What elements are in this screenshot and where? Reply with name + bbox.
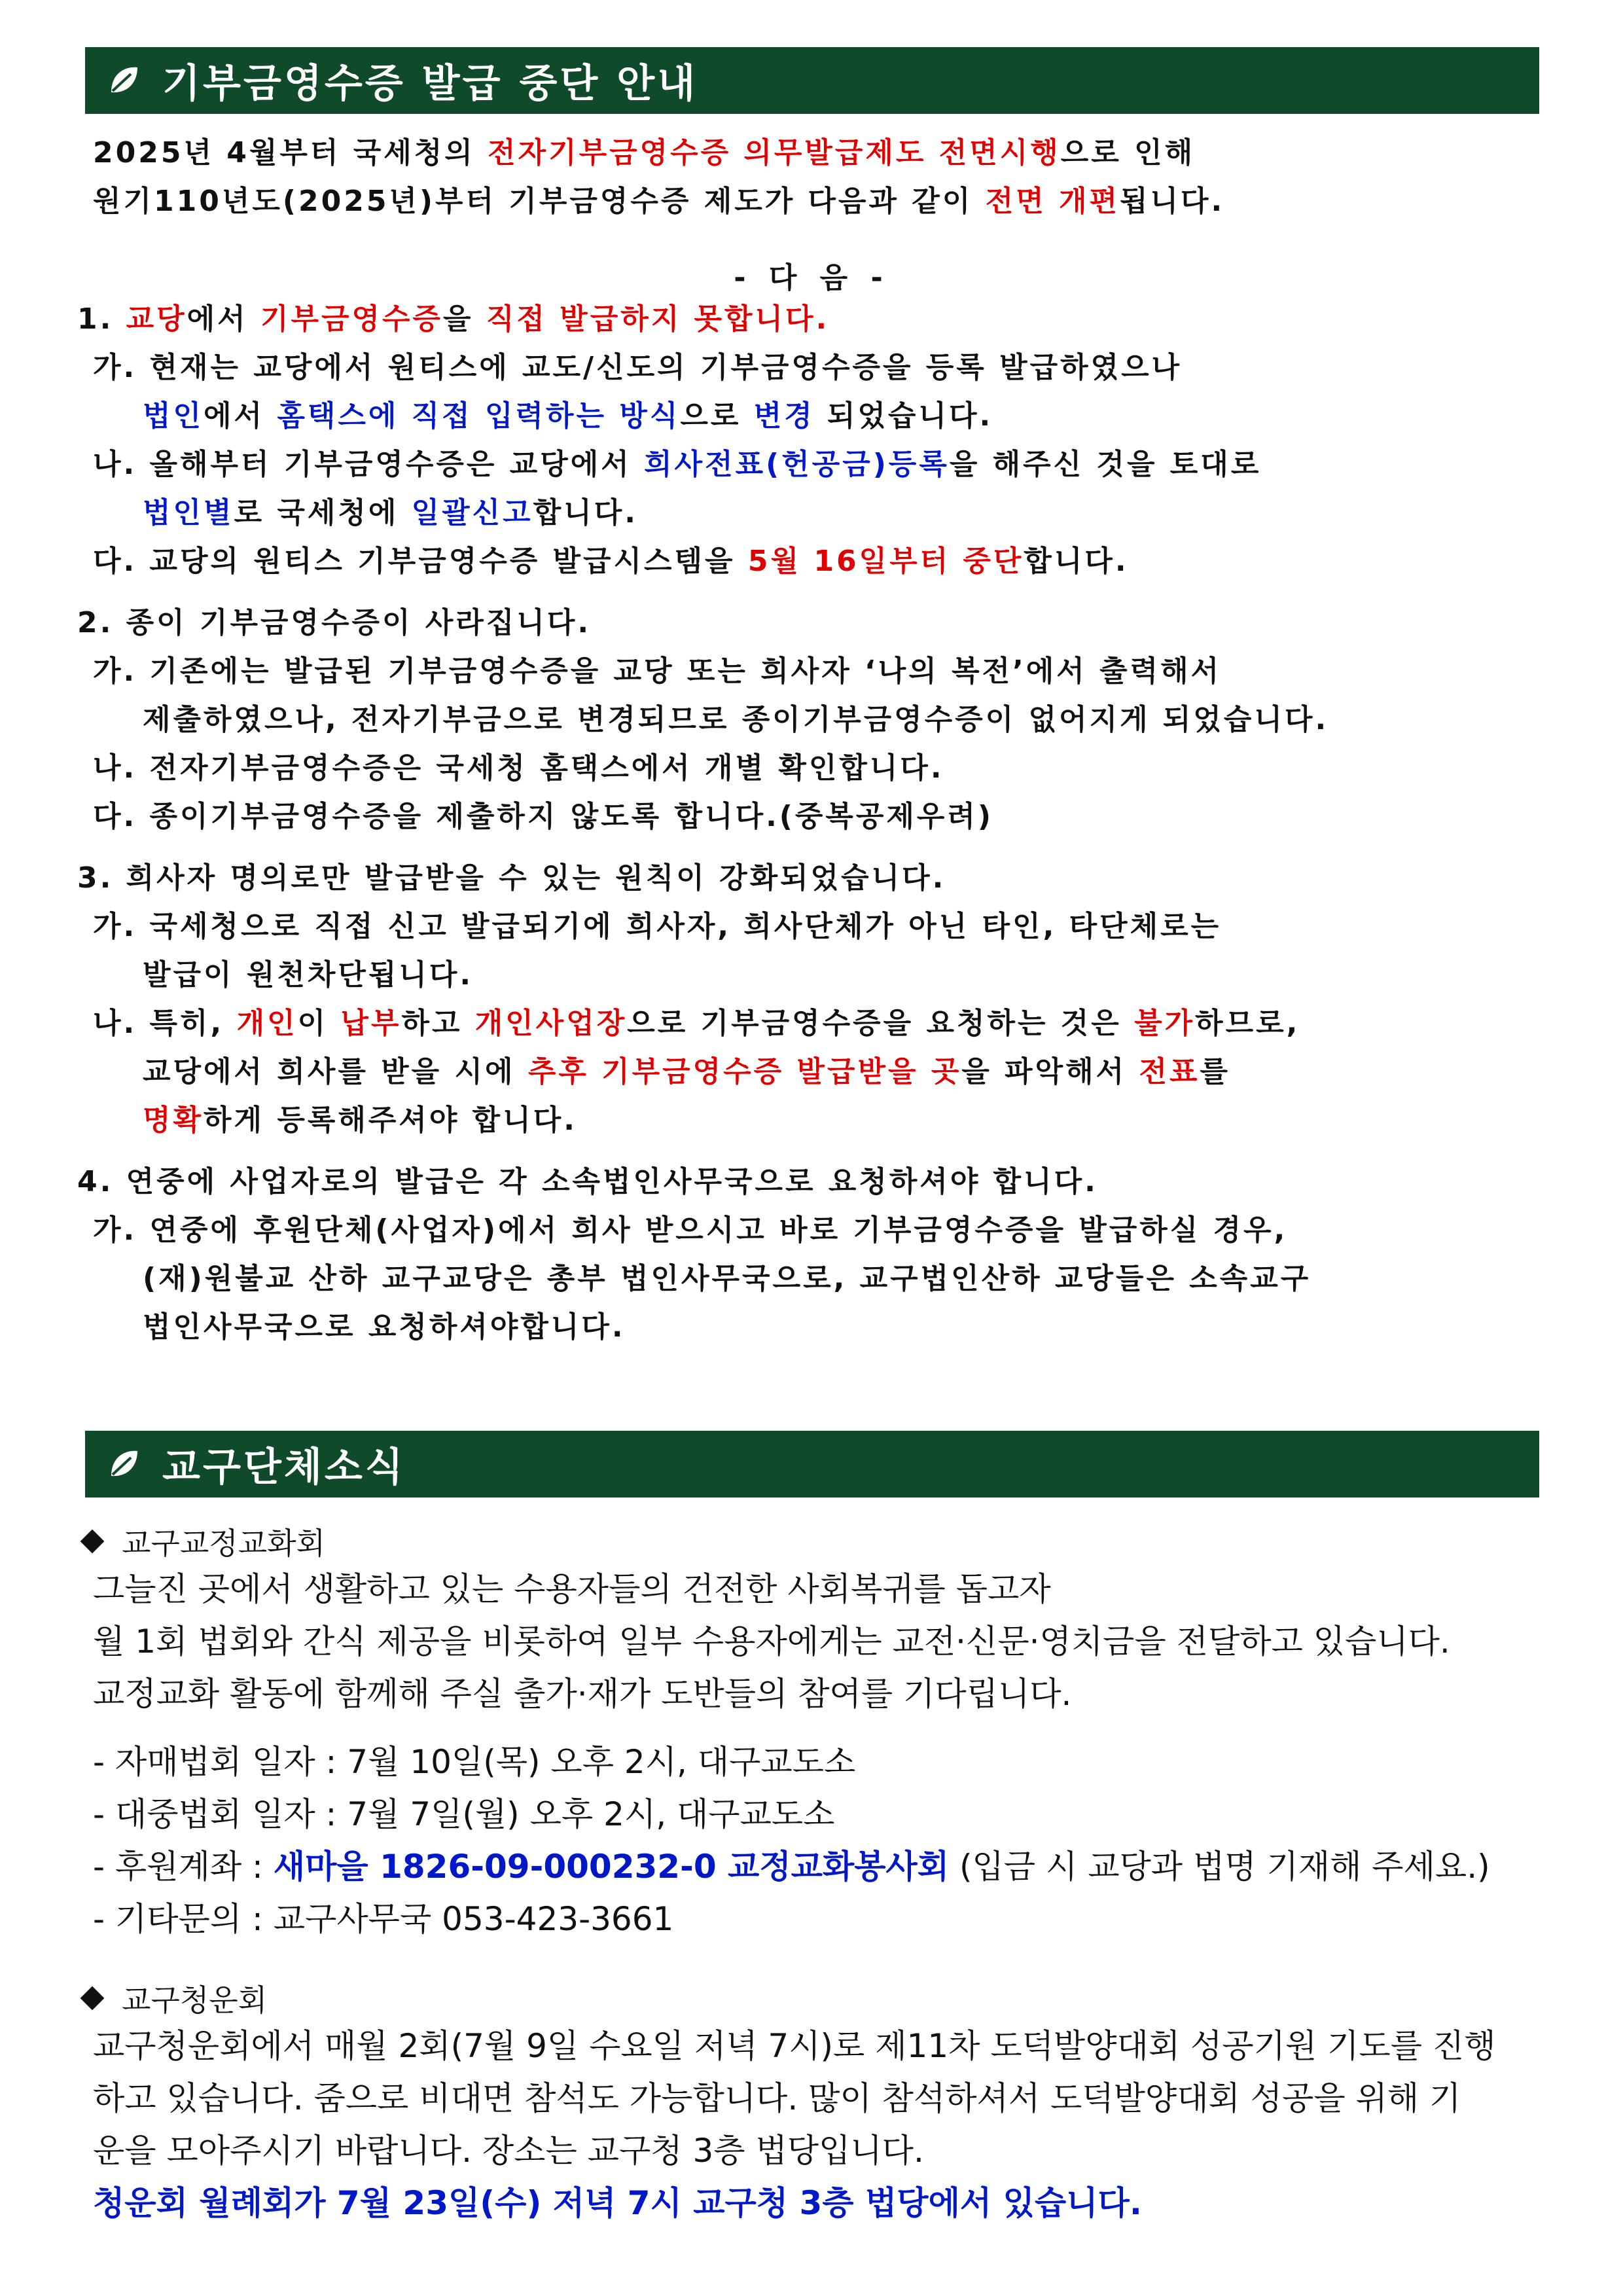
text: 합니다.	[533, 496, 638, 529]
text: 에서	[204, 399, 277, 433]
item-3-ga-line-2: 발급이 원천차단됩니다.	[143, 958, 474, 992]
group-title: 교구교정교화회	[122, 1526, 326, 1561]
group-title: 교구청운회	[122, 1982, 268, 2018]
text: 다. 교당의 원티스 기부금영수증 발급시스템을	[93, 545, 748, 578]
text: 을 파악해서	[961, 1055, 1139, 1088]
item-2-ga-line-1: 가. 기존에는 발급된 기부금영수증을 교당 또는 희사자 ‘나의 복전’에서 출력해서	[93, 655, 1222, 688]
diamond-bullet-icon	[80, 1986, 105, 2011]
highlight: 불가	[1134, 1007, 1196, 1040]
highlight: 개인사업장	[474, 1007, 628, 1040]
text: 나. 특히,	[93, 1007, 237, 1040]
diamond-bullet-icon	[80, 1530, 105, 1554]
text: 하므로,	[1195, 1007, 1300, 1040]
item-1-ga-line-2	[143, 397, 993, 436]
text: 교당에서 희사를 받을 시에	[143, 1055, 528, 1088]
group-2-paragraph-2: 하고 있습니다. 줌으로 비대면 참석도 가능합니다. 많이 참석하셔서 도덕발양대회 성공을 위해 기	[93, 2079, 1461, 2117]
group-1-paragraph-1: 그늘진 곳에서 생활하고 있는 수용자들의 건전한 사회복귀를 돕고자	[93, 1570, 1051, 1608]
highlight: 추후 기부금영수증 발급받을 곳	[527, 1055, 962, 1088]
text: 에서	[187, 302, 260, 336]
item-3-ga-line-1: 가. 국세청으로 직접 신고 발급되기에 희사자, 희사단체가 아닌 타인, 타단체로는	[93, 910, 1222, 943]
group-1-paragraph-2: 월 1회 법회와 간식 제공을 비롯하여 일부 수용자에게는 교전·신문·영치금을 전달하고 있습니다.	[93, 1623, 1450, 1660]
highlight: 직접 발급하지 못합니다.	[486, 302, 830, 336]
item-2-ga-line-2: 제출하였으나, 전자기부금으로 변경되므로 종이기부금영수증이 없어지게 되었습니다.	[143, 703, 1329, 736]
item-3-na-line-2	[143, 1052, 1230, 1092]
highlight: 전표	[1139, 1055, 1200, 1088]
intro-line-1	[93, 134, 1195, 173]
group-1-list-2: - 대중법회 일자 : 7월 7일(월) 오후 2시, 대구교도소	[93, 1795, 835, 1833]
group-2-paragraph-3: 운을 모아주시기 바랍니다. 장소는 교구청 3층 법당입니다.	[93, 2132, 924, 2170]
section-banner-donation	[85, 47, 1539, 114]
highlight: 희사전표(헌공금)등록	[644, 448, 950, 481]
item-4-ga-line-3: 법인사무국으로 요청하셔야합니다.	[143, 1310, 626, 1344]
item-3-heading: 3. 희사자 명의로만 발급받을 수 있는 원칙이 강화되었습니다.	[77, 861, 946, 895]
highlight: 납부	[340, 1007, 402, 1040]
group-2-paragraph-1: 교구청운회에서 매월 2회(7월 9일 수요일 저녁 7시)로 제11차 도덕발양대회 성공기원 기도를 진행	[93, 2027, 1496, 2065]
text: (입금 시 교당과 법명 기재해 주세요.)	[949, 1848, 1490, 1886]
text: 로 국세청에	[234, 496, 412, 529]
item-2-heading: 2. 종이 기부금영수증이 사라집니다.	[77, 606, 592, 639]
intro-text: 으로 인해	[1060, 136, 1196, 170]
item-4-ga-line-2: (재)원불교 산하 교구교당은 총부 법인사무국으로, 교구법인산하 교당들은 소속교구	[143, 1262, 1311, 1295]
group-2-paragraph-4: 청운회 월례회가 7월 23일(수) 저녁 7시 교구청 3층 법당에서 있습니다.	[93, 2184, 1142, 2222]
intro-line-2	[93, 182, 1224, 221]
leaf-icon	[105, 1444, 144, 1484]
text: 나. 올해부터 기부금영수증은 교당에서	[93, 448, 645, 481]
intro-text: 2025년 4월부터 국세청의	[93, 136, 488, 170]
highlight: 일괄신고	[411, 496, 533, 529]
group-1-list-4: - 기타문의 : 교구사무국 053-423-3661	[93, 1900, 674, 1938]
item-3-na-line-3	[143, 1101, 577, 1140]
group-1-list-1: - 자매법회 일자 : 7월 10일(목) 오후 2시, 대구교도소	[93, 1743, 856, 1781]
item-1-da-line	[93, 542, 1129, 581]
leaf-icon	[105, 61, 144, 100]
text: 이	[297, 1007, 341, 1040]
item-4-heading: 4. 연중에 사업자로의 발급은 각 소속법인사무국으로 요청하셔야 합니다.	[77, 1165, 1098, 1198]
highlight: 변경	[753, 399, 815, 433]
highlight: 교당	[126, 302, 187, 336]
account-number: 새마을 1826-09-000232-0 교정교화봉사회	[273, 1848, 950, 1886]
highlight: 법인별	[143, 496, 234, 529]
highlight: 기부금영수증	[260, 302, 444, 336]
highlight: 법인	[143, 399, 204, 433]
divider-text: - 다 음 -	[734, 261, 889, 295]
item-4-ga-line-1: 가. 연중에 후원단체(사업자)에서 희사 받으시고 바로 기부금영수증을 발급하실 경우,	[93, 1213, 1288, 1247]
intro-highlight: 전면 개편	[985, 185, 1120, 218]
text: 를	[1200, 1055, 1231, 1088]
item-number: 1.	[77, 302, 126, 336]
section-title: 교구단체소식	[162, 1444, 406, 1490]
highlight: 명확	[143, 1103, 204, 1137]
group-1-paragraph-3: 교정교화 활동에 함께해 주실 출가·재가 도반들의 참여를 기다립니다.	[93, 1675, 1072, 1713]
item-1-ga-line-1: 가. 현재는 교당에서 원티스에 교도/신도의 기부금영수증을 등록 발급하였으나	[93, 351, 1183, 384]
text: 하게 등록해주셔야 합니다.	[204, 1103, 577, 1137]
highlight: 개인	[236, 1007, 298, 1040]
highlight: 홈택스에 직접 입력하는 방식	[277, 399, 681, 433]
text: 으로 기부금영수증을 요청하는 것은	[627, 1007, 1135, 1040]
item-1-heading	[77, 300, 829, 339]
group-2-heading	[77, 1977, 267, 2020]
text: 을 해주신 것을 토대로	[949, 448, 1262, 481]
group-1-list-3	[93, 1840, 1490, 1893]
section-banner-group-news	[85, 1431, 1539, 1498]
item-1-na-line-2	[143, 493, 638, 533]
item-2-da-line: 다. 종이기부금영수증을 제출하지 않도록 합니다.(중복공제우려)	[93, 800, 994, 833]
group-1-heading	[77, 1520, 325, 1563]
intro-highlight: 전자기부금영수증 의무발급제도 전면시행	[488, 136, 1061, 170]
text: - 후원계좌 :	[93, 1848, 274, 1886]
item-3-na-line-1	[93, 1004, 1300, 1043]
text: 되었습니다.	[814, 399, 993, 433]
intro-text: 됩니다.	[1120, 185, 1225, 218]
section-title: 기부금영수증 발급 중단 안내	[162, 61, 698, 107]
highlight: 5월 16일부터 중단	[747, 545, 1024, 578]
text: 하고	[401, 1007, 475, 1040]
intro-text: 원기110년도(2025년)부터 기부금영수증 제도가 다음과 같이	[93, 185, 986, 218]
text: 을	[443, 302, 486, 336]
text: 합니다.	[1024, 545, 1129, 578]
text: 으로	[680, 399, 754, 433]
item-1-na-line-1	[93, 445, 1261, 484]
item-2-na-line: 나. 전자기부금영수증은 국세청 홈택스에서 개별 확인합니다.	[93, 751, 944, 785]
